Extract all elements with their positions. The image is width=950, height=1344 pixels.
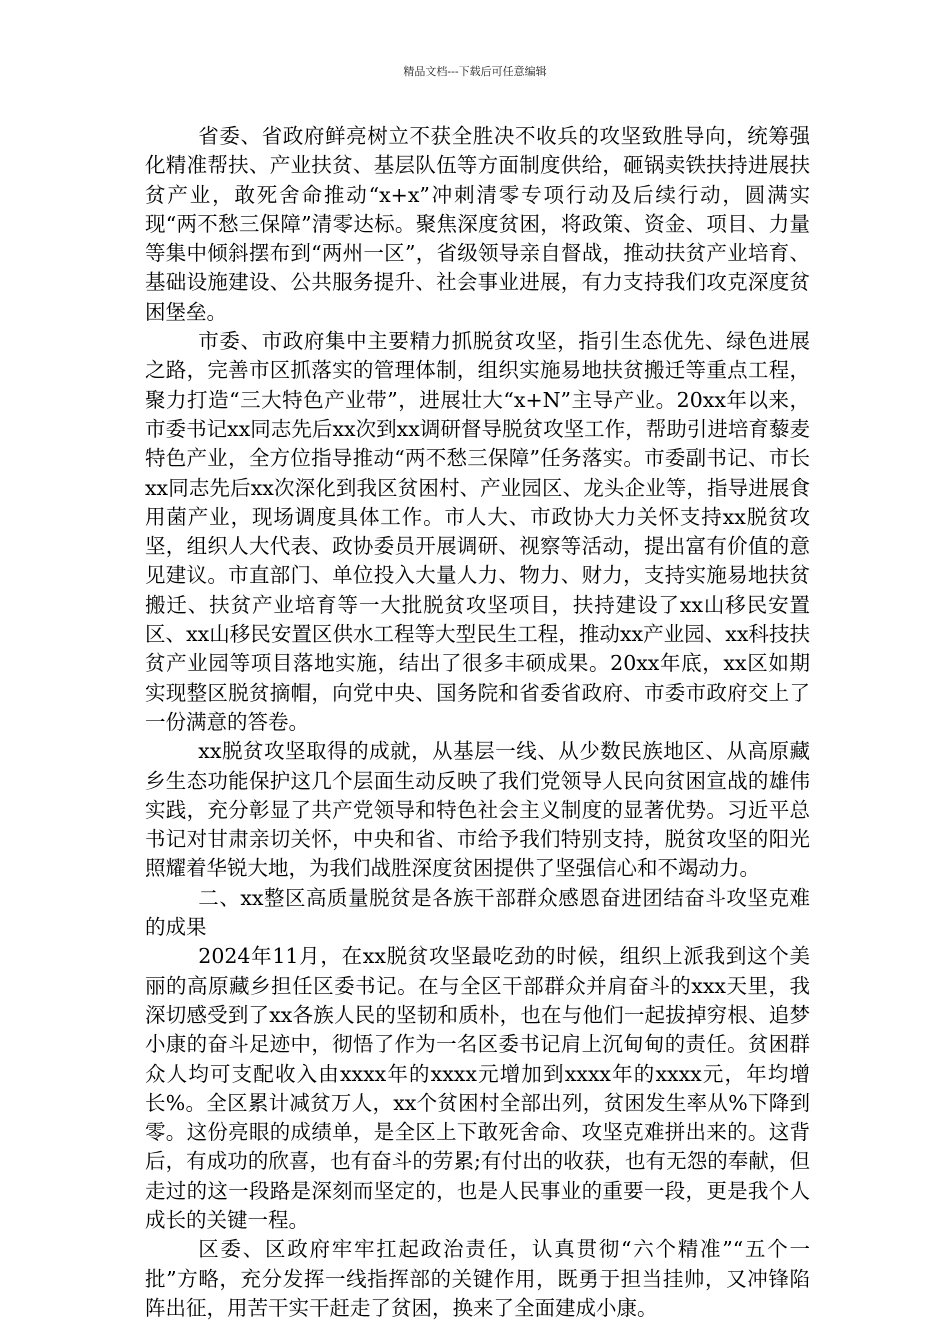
paragraph-1: 省委、省政府鲜亮树立不获全胜决不收兵的攻坚致胜导向，统筹强化精准帮扶、产业扶贫、基层队伍等方面制度供给，砸锅卖铁扶持进展扶贫产业，敢死舍命推动“x+x”冲刺清零专项行动及后续行动，圆满实现“两不愁三保障”清零达标。聚焦深度贫困，将政策、资金、项目、力量等集中倾斜摆布到“两州一区”，省级领导亲自督战，推动扶贫产业培育、基础设施建设、公共服务提升、社会事业进展，有力支持我们攻克深度贫困堡垒。: [145, 124, 810, 324]
paragraph-4: 2024年11月，在xx脱贫攻坚最吃劲的时候，组织上派我到这个美丽的高原藏乡担任区委书记。在与全区干部群众并肩奋斗的xxx天里，我深切感受到了xx各族人民的坚韧和质朴，也在与他们一起拔掉穷根、追梦小康的奋斗足迹中，彻悟了作为一名区委书记肩上沉甸甸的责任。贫困群众人均可支配收入由xxxx年的xxxx元增加到xxxx年的xxxx元，年均增长%。全区累计减贫万人，xx个贫困村全部出列，贫困发生率从%下降到零。这份亮眼的成绩单，是全区上下敢死舍命、攻坚克难拼出来的。这背后，有成功的欣喜，也有奋斗的劳累;有付出的收获，也有无怨的奉献，但走过的这一段路是深刻而坚定的，也是人民事业的重要一段，更是我个人成长的关键一程。: [145, 944, 810, 1232]
paragraph-3: xx脱贫攻坚取得的成就，从基层一线、从少数民族地区、从高原藏乡生态功能保护这几个层面生动反映了我们党领导人民向贫困宣战的雄伟实践，充分彰显了共产党领导和特色社会主义制度的显著优势。习近平总书记对甘肃亲切关怀，中央和省、市给予我们特别支持，脱贫攻坚的阳光照耀着华锐大地，为我们战胜深度贫困提供了坚强信心和不竭动力。: [145, 739, 810, 881]
paragraph-5: 区委、区政府牢牢扛起政治责任，认真贯彻“六个精准”“五个一批”方略，充分发挥一线指挥部的关键作用，既勇于担当挂帅，又冲锋陷阵出征，用苦干实干赶走了贫困，换来了全面建成小康。: [145, 1237, 810, 1320]
section-heading-2: 二、xx整区高质量脱贫是各族干部群众感恩奋进团结奋斗攻坚克难的成果: [145, 885, 810, 940]
paragraph-2: 市委、市政府集中主要精力抓脱贫攻坚，指引生态优先、绿色进展之路，完善市区抓落实的管理体制，组织实施易地扶贫搬迁等重点工程，聚力打造“三大特色产业带”，进展壮大“x+N”主导产业。20xx年以来，市委书记xx同志先后xx次到xx调研督导脱贫攻坚工作，帮助引进培育藜麦特色产业，全方位指导推动“两不愁三保障”任务落实。市委副书记、市长xx同志先后xx次深化到我区贫困村、产业园区、龙头企业等，指导进展食用菌产业，现场调度具体工作。市人大、市政协大力关怀支持xx脱贫攻坚，组织人大代表、政协委员开展调研、视察等活动，提出富有价值的意见建议。市直部门、单位投入大量人力、物力、财力，支持实施易地扶贫搬迁、扶贫产业培育等一大批脱贫攻坚项目，扶持建设了xx山移民安置区、xx山移民安置区供水工程等大型民生工程，推动xx产业园、xx科技扶贫产业园等项目落地实施，结出了很多丰硕成果。20xx年底，xx区如期实现整区脱贫摘帽，向党中央、国务院和省委省政府、市委市政府交上了一份满意的答卷。: [145, 329, 810, 734]
page-header: 精品文档---下载后可任意编辑: [403, 65, 547, 78]
document-body: [145, 122, 810, 1323]
